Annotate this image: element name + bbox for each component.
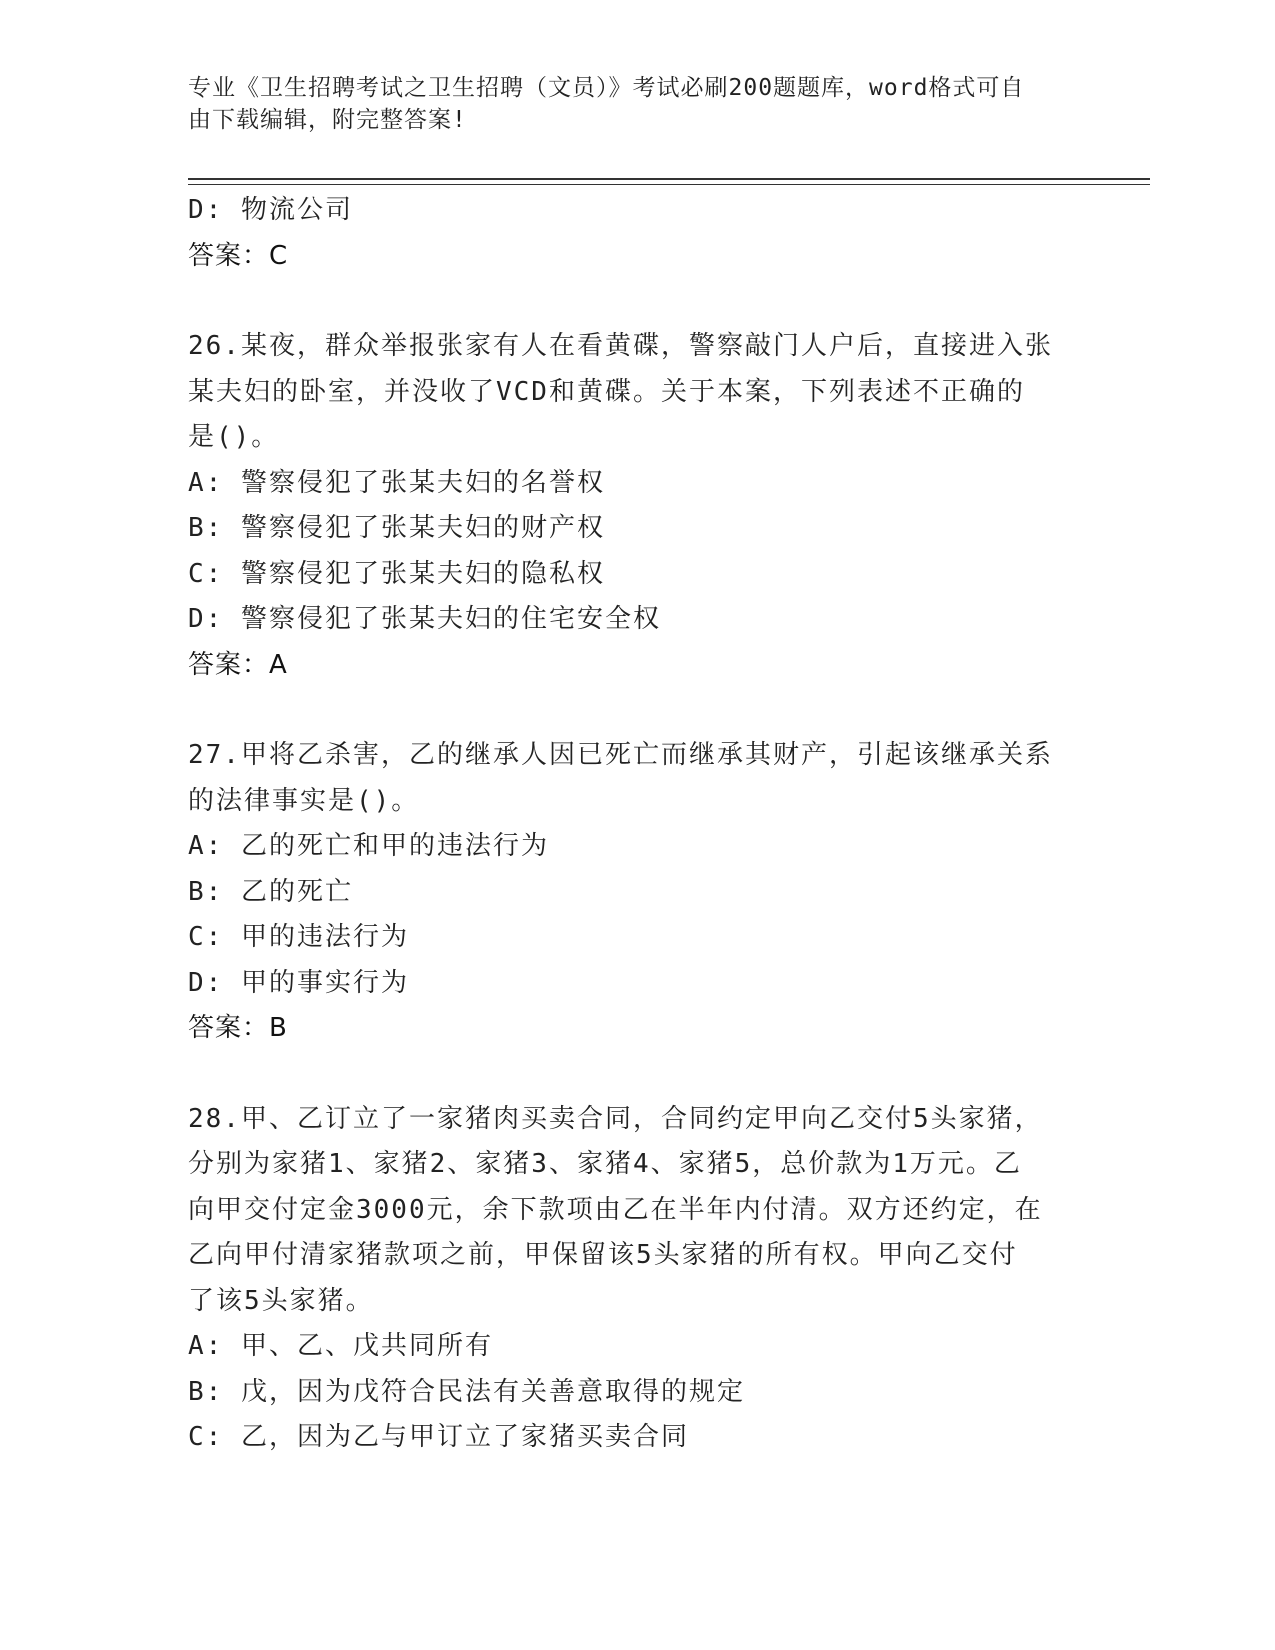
- question-28: [188, 1097, 1088, 1461]
- option-a: A: 警察侵犯了张某夫妇的名誉权: [188, 467, 605, 498]
- question-stem-line: 是()。: [188, 422, 280, 452]
- question-stem-line: 26.某夜，群众举报张家有人在看黄碟，警察敲门人户后，直接进入张: [188, 331, 1053, 361]
- option-d: D: 物流公司: [188, 195, 353, 225]
- question-list: [188, 188, 1088, 1461]
- question-stem-line: 分别为家猪1、家猪2、家猪3、家猪4、家猪5，总价款为1万元。乙: [188, 1149, 1022, 1179]
- question-spacer: [188, 1052, 1088, 1097]
- header-line-1: 专业《卫生招聘考试之卫生招聘（文员）》考试必刷200题题库，word格式可自: [188, 75, 1025, 101]
- option-c: C: 乙，因为乙与甲订立了家猪买卖合同: [188, 1422, 689, 1452]
- option-c: C: 甲的违法行为: [188, 922, 409, 952]
- answer-line: 答案：A: [188, 649, 288, 680]
- question-stem-line: 了该5头家猪。: [188, 1285, 374, 1316]
- document-header: [188, 72, 1088, 136]
- option-c: C: 警察侵犯了张某夫妇的隐私权: [188, 558, 605, 589]
- header-divider-thin: [188, 184, 1150, 185]
- question-25-tail: [188, 188, 1088, 279]
- question-spacer: [188, 688, 1088, 733]
- question-27: [188, 733, 1088, 1052]
- option-b: B: 戊，因为戊符合民法有关善意取得的规定: [188, 1376, 745, 1407]
- header-divider-thick: [188, 178, 1150, 180]
- question-spacer: [188, 279, 1088, 324]
- question-stem-line: 27.甲将乙杀害，乙的继承人因已死亡而继承其财产，引起该继承关系: [188, 740, 1053, 770]
- header-line-2: 由下载编辑，附完整答案!: [188, 107, 467, 133]
- option-d: D: 警察侵犯了张某夫妇的住宅安全权: [188, 604, 661, 634]
- question-stem-line: 某夫妇的卧室，并没收了VCD和黄碟。关于本案，下列表述不正确的: [188, 376, 1025, 407]
- question-26: [188, 324, 1088, 688]
- option-a: A: 乙的死亡和甲的违法行为: [188, 831, 549, 861]
- option-b: B: 乙的死亡: [188, 876, 353, 907]
- option-a: A: 甲、乙、戊共同所有: [188, 1331, 493, 1361]
- question-stem-line: 28.甲、乙订立了一家猪肉买卖合同，合同约定甲向乙交付5头家猪，: [188, 1103, 1043, 1134]
- question-stem-line: 向甲交付定金3000元，余下款项由乙在半年内付清。双方还约定，在: [188, 1194, 1043, 1225]
- option-d: D: 甲的事实行为: [188, 967, 409, 998]
- question-stem-line: 乙向甲付清家猪款项之前，甲保留该5头家猪的所有权。甲向乙交付: [188, 1240, 1018, 1270]
- answer-line: 答案：C: [188, 240, 289, 271]
- question-stem-line: 的法律事实是()。: [188, 785, 420, 816]
- option-b: B: 警察侵犯了张某夫妇的财产权: [188, 513, 605, 543]
- answer-line: 答案：B: [188, 1013, 288, 1043]
